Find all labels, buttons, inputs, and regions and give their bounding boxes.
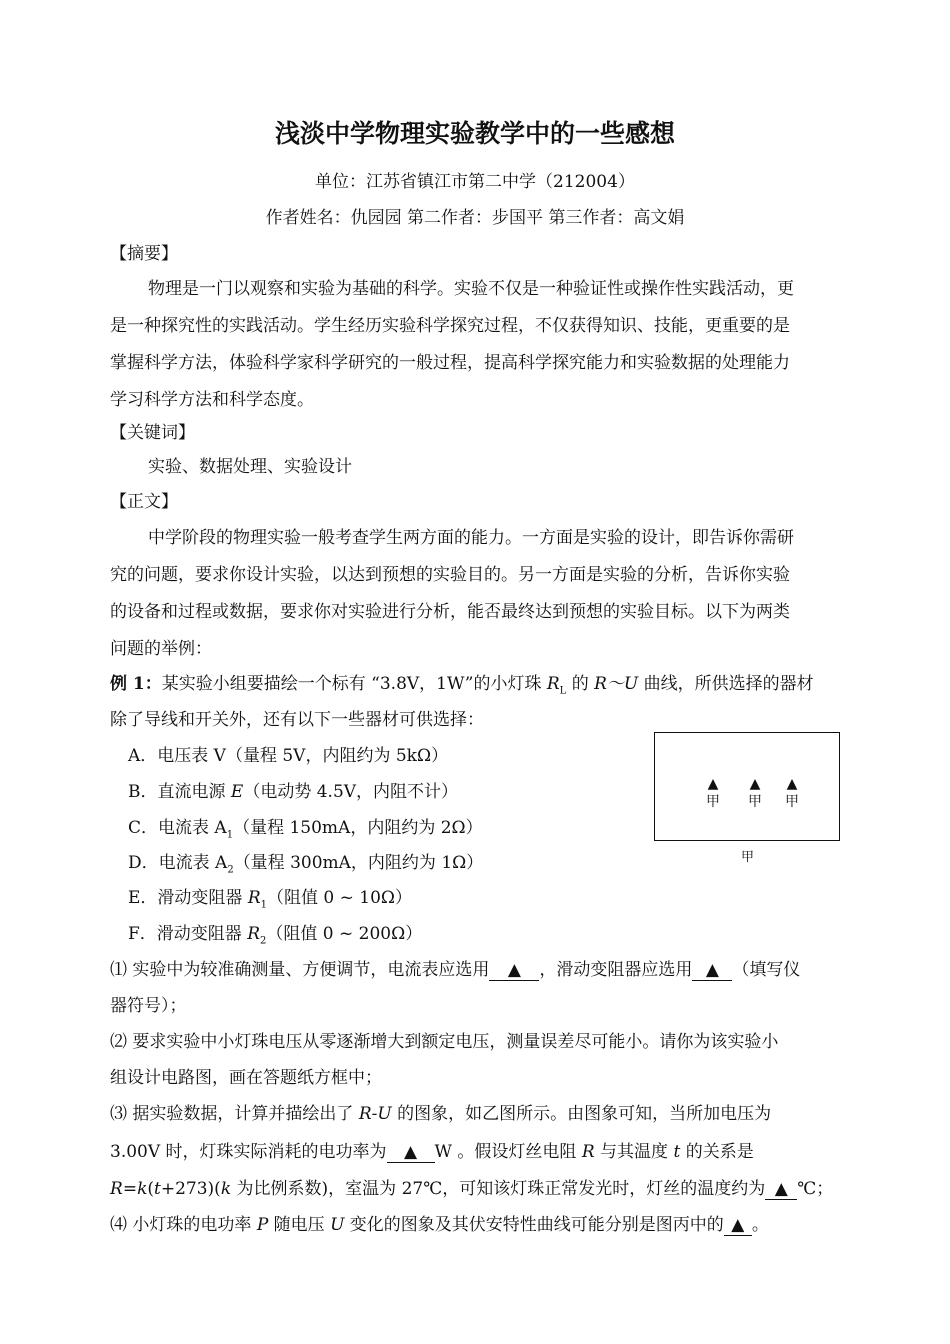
body-line: 究的问题，要求你设计实验，以达到预想的实验目的。另一方面是实验的分析，告诉你实验 <box>110 565 790 585</box>
question-text: ，滑动变阻器应选用 <box>539 960 693 980</box>
option-text: （阻值 0 ~ 10Ω） <box>267 888 413 908</box>
example-text: 的 <box>566 674 595 694</box>
option-var: R <box>247 924 261 944</box>
example-line-2: 除了导线和开关外，还有以下一些器材可供选择： <box>110 710 484 730</box>
circuit-diagram-box <box>654 732 840 841</box>
question-text: 3.00V 时，灯珠实际消耗的电功率为 <box>110 1142 387 1162</box>
question-text: （填写仪 <box>732 960 801 980</box>
abstract-line: 掌握科学方法，体验科学家科学研究的一般过程，提高科学探究能力和实验数据的处理能力 <box>110 353 790 373</box>
question-2: ⑵ 要求实验中小灯珠电压从零逐渐增大到额定电压，测量误差尽可能小。请你为该实验小 <box>110 1032 779 1052</box>
option-text: B．直流电源 <box>128 782 231 802</box>
diagram-label: 甲 <box>785 794 799 810</box>
question-text: 为比例系数)，室温为 27℃，可知该灯珠正常发光时，灯丝的温度约为 <box>231 1179 766 1199</box>
question-text: 变化的图象及其伏安特性曲线可能分别是图丙中的 <box>344 1215 724 1235</box>
example-sub: L <box>559 685 567 697</box>
question-4 <box>110 1213 860 1237</box>
question-text: = <box>122 1179 138 1199</box>
question-3-cont <box>110 1140 860 1164</box>
example-line-1 <box>110 672 860 703</box>
triangle-icon: ▲ <box>786 776 798 792</box>
abstract-line: 是一种探究性的实践活动。学生经历实验科学探究过程，不仅获得知识、技能，更重要的是 <box>110 316 790 336</box>
option-sub: 1 <box>226 829 234 841</box>
option-sub: 2 <box>227 864 234 876</box>
question-var: k <box>220 1179 232 1199</box>
body-line: 的设备和过程或数据，要求你对实验进行分析，能否最终达到预想的实验目标。以下为两类 <box>110 602 790 622</box>
diagram-label: 甲 <box>748 794 762 810</box>
answer-blank: ▲ <box>692 960 732 981</box>
answer-blank: ▲ <box>765 1179 797 1200</box>
body-line: 问题的举例： <box>110 639 212 659</box>
question-var: P <box>256 1215 269 1235</box>
keywords-heading: 【关键词】 <box>110 423 195 443</box>
abstract-line: 物理是一门以观察和实验为基础的科学。实验不仅是一种验证性或操作性实践活动，更 <box>148 279 794 299</box>
question-1 <box>110 958 860 982</box>
answer-blank: ▲ <box>489 960 539 981</box>
triangle-icon: ▲ <box>707 776 719 792</box>
triangle-icon: ▲ <box>749 776 761 792</box>
question-var: R-U <box>358 1104 392 1124</box>
question-1-cont: 器符号）； <box>110 996 187 1016</box>
question-text: 的关系是 <box>680 1142 754 1162</box>
question-2-cont: 组设计电路图，画在答题纸方框中； <box>110 1068 382 1088</box>
option-a: A．电压表 V（量程 5V，内阻约为 5kΩ） <box>128 746 449 766</box>
question-text: 与其温度 <box>594 1142 674 1162</box>
example-var: R <box>546 674 560 694</box>
body-line: 中学阶段的物理实验一般考查学生两方面的能力。一方面是实验的设计，即告诉你需研 <box>148 528 794 548</box>
example-text: 某实验小组要描绘一个标有 “3.8V，1W”的小灯珠 <box>161 674 547 694</box>
question-text: ⑴ 实验中为较准确测量、方便调节，电流表应选用 <box>110 960 490 980</box>
question-var: k <box>137 1179 148 1199</box>
question-var: t <box>154 1179 161 1199</box>
diagram-caption: 甲 <box>740 850 754 865</box>
diagram-mark <box>745 775 765 811</box>
question-3 <box>110 1102 860 1126</box>
question-text: W 。假设灯丝电阻 <box>434 1142 582 1162</box>
diagram-label: 甲 <box>706 794 720 810</box>
question-3-cont <box>110 1177 860 1201</box>
abstract-heading: 【摘要】 <box>110 244 178 264</box>
question-var: R <box>581 1142 595 1162</box>
diagram-mark <box>703 775 723 811</box>
option-text: （量程 300mA，内阻约为 1Ω） <box>233 853 484 873</box>
option-var: R <box>247 888 261 908</box>
option-text: （阻值 0 ~ 200Ω） <box>266 924 423 944</box>
document-title: 浅淡中学物理实验教学中的一些感想 <box>274 119 675 148</box>
answer-blank: ▲ <box>387 1142 435 1163</box>
question-text: +273)( <box>160 1179 221 1199</box>
author-names: 作者姓名：仇园园 第二作者：步国平 第三作者：高文娟 <box>265 208 685 228</box>
option-text: F．滑动变阻器 <box>128 924 248 944</box>
option-sub: 2 <box>260 935 267 947</box>
answer-blank: ▲ <box>724 1215 752 1236</box>
author-unit: 单位：江苏省镇江市第二中学（212004） <box>315 172 635 192</box>
option-text: （量程 150mA，内阻约为 2Ω） <box>233 818 483 838</box>
question-var: t <box>673 1142 681 1162</box>
question-text: 。 <box>751 1215 769 1235</box>
example-text: 曲线，所供选择的器材 <box>638 674 814 694</box>
question-var: R <box>110 1179 123 1199</box>
question-text: ⑷ 小灯珠的电功率 <box>110 1215 257 1235</box>
option-e <box>128 886 878 917</box>
keywords-text: 实验、数据处理、实验设计 <box>148 457 352 477</box>
question-var: U <box>330 1215 345 1235</box>
option-var: E <box>230 782 244 802</box>
option-sub: 1 <box>260 899 268 911</box>
abstract-line: 学习科学方法和科学态度。 <box>110 390 314 410</box>
option-text: D．电流表 A <box>128 853 228 873</box>
example-var: R～U <box>594 674 639 694</box>
question-text: ( <box>147 1179 155 1199</box>
body-heading: 【正文】 <box>110 492 178 512</box>
option-text: C．电流表 A <box>128 818 227 838</box>
question-text: 随电压 <box>268 1215 331 1235</box>
example-label: 例 1： <box>110 674 162 694</box>
option-text: E．滑动变阻器 <box>128 888 248 908</box>
option-text: （电动势 4.5V，内阻不计） <box>243 782 459 802</box>
diagram-mark <box>782 775 802 811</box>
option-f <box>128 922 878 953</box>
question-text: ⑶ 据实验数据，计算并描绘出了 <box>110 1104 359 1124</box>
question-text: ℃； <box>797 1179 834 1199</box>
question-text: 的图象，如乙图所示。由图象可知，当所加电压为 <box>391 1104 772 1124</box>
